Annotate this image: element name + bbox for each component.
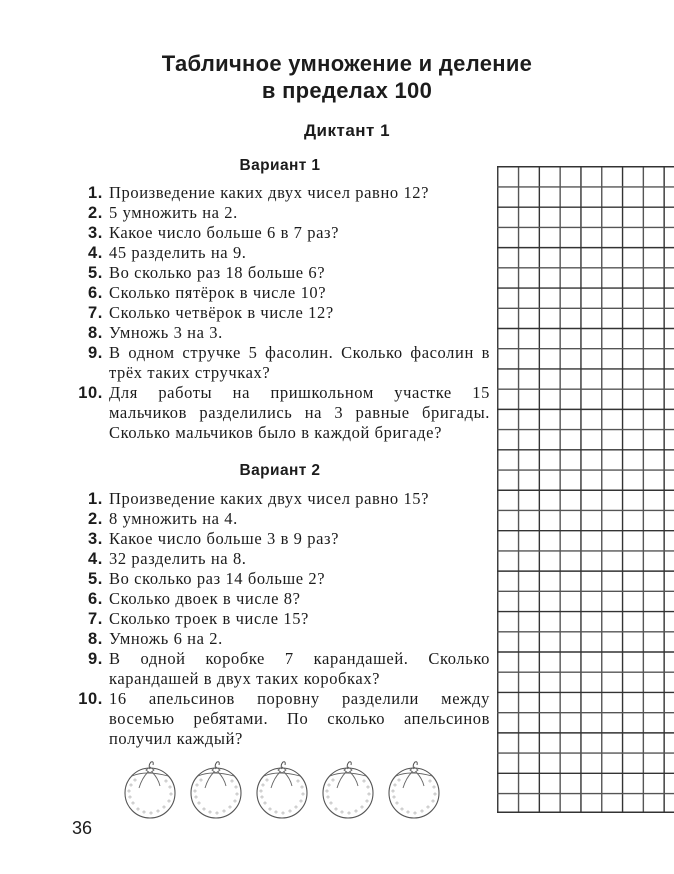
question-number: 4. [88,244,103,262]
variant-1-list [70,183,490,443]
question-item [70,323,490,343]
question-text: Какое число больше 6 в 7 раз? [109,223,340,242]
question-item [70,203,490,223]
orange-icon [191,762,241,818]
question-item [70,649,490,689]
question-text: Произведение каких двух чисел равно 15? [109,489,430,508]
question-item [70,589,490,609]
question-number: 5. [88,264,103,282]
question-text: Сколько двоек в числе 8? [109,589,301,608]
question-text: Во сколько раз 18 больше 6? [109,263,326,282]
question-item [70,609,490,629]
question-item [70,549,490,569]
question-text: Произведение каких двух чисел равно 12? [109,183,430,202]
question-number: 2. [88,510,103,528]
answer-grid [497,166,674,813]
question-number: 6. [88,590,103,608]
question-item [70,529,490,549]
question-text: В одном стручке 5 фасолин. Сколько фасолин в трёх таких стручках? [109,343,490,382]
question-item [70,689,490,749]
oranges-illustration [110,755,450,830]
question-item [70,629,490,649]
variant-1-heading: Вариант 1 [239,157,321,174]
question-number: 10. [78,690,103,708]
question-text: 16 апельсинов поровну разделили между восемью ребятами. По сколько апельсинов получил каждый? [109,689,490,748]
question-number: 10. [78,384,103,402]
question-number: 3. [88,530,103,548]
orange-icon [125,762,175,818]
question-item [70,243,490,263]
question-text: 5 умножить на 2. [109,203,238,222]
question-number: 9. [88,650,103,668]
question-text: 32 разделить на 8. [109,549,247,568]
question-text: Какое число больше 3 в 9 раз? [109,529,340,548]
question-text: 45 разделить на 9. [109,243,247,262]
page-title-line-2: в пределах 100 [261,78,433,103]
orange-icon [323,762,373,818]
question-item [70,223,490,243]
question-text: Во сколько раз 14 больше 2? [109,569,326,588]
question-number: 7. [88,610,103,628]
page-title-line-1: Табличное умножение и деление [161,51,533,76]
question-number: 7. [88,304,103,322]
question-text: Умножь 6 на 2. [109,629,223,648]
question-number: 1. [88,490,103,508]
question-item [70,263,490,283]
question-number: 2. [88,204,103,222]
page-number: 36 [72,818,93,838]
variant-2-heading: Вариант 2 [239,462,321,479]
question-item [70,343,490,383]
orange-icon [257,762,307,818]
orange-icon [389,762,439,818]
question-item [70,283,490,303]
question-number: 1. [88,184,103,202]
question-item [70,569,490,589]
question-text: 8 умножить на 4. [109,509,238,528]
page-title [0,50,674,104]
question-item [70,509,490,529]
question-item [70,383,490,443]
question-item [70,489,490,509]
question-number: 8. [88,630,103,648]
question-text: Умножь 3 на 3. [109,323,223,342]
question-number: 3. [88,224,103,242]
question-item [70,183,490,203]
question-item [70,303,490,323]
variant-2-list [70,489,490,749]
question-number: 6. [88,284,103,302]
question-text: Сколько пятёрок в числе 10? [109,283,327,302]
question-text: Сколько четвёрок в числе 12? [109,303,334,322]
question-number: 4. [88,550,103,568]
question-number: 8. [88,324,103,342]
question-text: Для работы на пришкольном участке 15 мальчиков разделились на 3 равные бригады. Сколько мальчиков было в каждой бригаде? [109,383,490,442]
section-heading: Диктант 1 [303,121,391,140]
question-number: 9. [88,344,103,362]
question-text: В одной коробке 7 карандашей. Сколько карандашей в двух таких коробках? [109,649,490,688]
question-number: 5. [88,570,103,588]
question-text: Сколько троек в числе 15? [109,609,309,628]
